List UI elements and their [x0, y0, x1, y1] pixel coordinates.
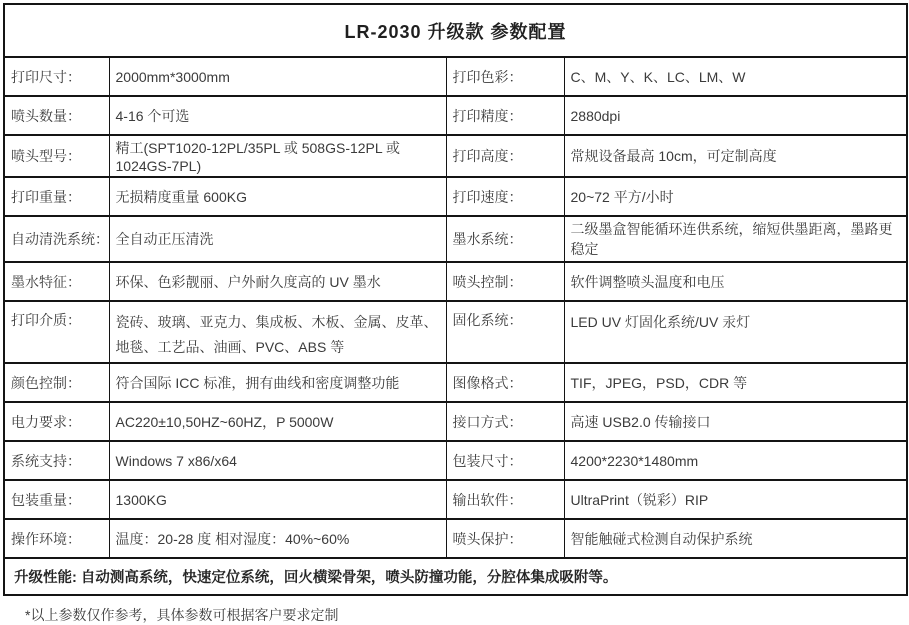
spec-value: 符合国际 ICC 标准，拥有曲线和密度调整功能 [109, 363, 446, 402]
table-row [4, 441, 907, 480]
spec-label: 包装尺寸： [446, 441, 564, 480]
spec-value: 环保、色彩靓丽、户外耐久度高的 UV 墨水 [109, 262, 446, 301]
spec-value: 全自动正压清洗 [109, 216, 446, 262]
table-row [4, 96, 907, 135]
spec-label: 打印高度： [446, 135, 564, 177]
table-row [4, 363, 907, 402]
spec-value: UltraPrint（锐彩）RIP [564, 480, 907, 519]
upgrade-performance-text: 升级性能: 自动测高系统，快速定位系统，回火横梁骨架，喷头防撞功能，分腔体集成吸附等。 [4, 558, 907, 595]
spec-label: 自动清洗系统： [4, 216, 109, 262]
spec-label: 打印重量： [4, 177, 109, 216]
page-title: LR-2030 升级款 参数配置 [4, 4, 907, 57]
spec-value: 1300KG [109, 480, 446, 519]
spec-value: 无损精度重量 600KG [109, 177, 446, 216]
table-row [4, 480, 907, 519]
spec-value: 4200*2230*1480mm [564, 441, 907, 480]
spec-label: 图像格式： [446, 363, 564, 402]
table-row [4, 177, 907, 216]
spec-value: 瓷砖、玻璃、亚克力、集成板、木板、金属、皮革、地毯、工艺品、油画、PVC、ABS 等 [109, 301, 446, 363]
spec-value: 精工(SPT1020-12PL/35PL 或 508GS-12PL 或 1024GS-7PL) [109, 135, 446, 177]
spec-sheet-page [0, 3, 909, 623]
spec-value: 2880dpi [564, 96, 907, 135]
spec-table [3, 3, 908, 596]
spec-label: 喷头型号： [4, 135, 109, 177]
table-row [4, 135, 907, 177]
table-row [4, 262, 907, 301]
spec-label: 喷头数量： [4, 96, 109, 135]
table-title-row [4, 4, 907, 57]
spec-label: 打印色彩： [446, 57, 564, 96]
spec-label: 包装重量： [4, 480, 109, 519]
spec-value: C、M、Y、K、LC、LM、W [564, 57, 907, 96]
spec-label: 操作环境： [4, 519, 109, 558]
spec-value: 2000mm*3000mm [109, 57, 446, 96]
spec-value: LED UV 灯固化系统/UV 汞灯 [564, 301, 907, 363]
spec-label: 墨水系统： [446, 216, 564, 262]
table-row [4, 402, 907, 441]
spec-value: 二级墨盒智能循环连供系统，缩短供墨距离，墨路更稳定 [564, 216, 907, 262]
table-row [4, 301, 907, 363]
spec-value: 智能触碰式检测自动保护系统 [564, 519, 907, 558]
table-row [4, 519, 907, 558]
spec-label: 喷头控制： [446, 262, 564, 301]
spec-label: 打印速度： [446, 177, 564, 216]
spec-label: 接口方式： [446, 402, 564, 441]
spec-label: 打印尺寸： [4, 57, 109, 96]
spec-label: 固化系统： [446, 301, 564, 363]
table-row [4, 57, 907, 96]
spec-label: 墨水特征： [4, 262, 109, 301]
upgrade-performance-row [4, 558, 907, 595]
spec-value: 温度：20-28 度 相对湿度：40%~60% [109, 519, 446, 558]
spec-value: AC220±10,50HZ~60HZ，P 5000W [109, 402, 446, 441]
footnote: *以上参数仅作参考，具体参数可根据客户要求定制 [25, 607, 339, 623]
spec-table-body [4, 4, 907, 595]
spec-label: 系统支持： [4, 441, 109, 480]
spec-value: 高速 USB2.0 传输接口 [564, 402, 907, 441]
spec-value: 软件调整喷头温度和电压 [564, 262, 907, 301]
spec-value: TIF，JPEG，PSD，CDR 等 [564, 363, 907, 402]
spec-value: 常规设备最高 10cm，可定制高度 [564, 135, 907, 177]
spec-label: 电力要求： [4, 402, 109, 441]
spec-label: 打印精度： [446, 96, 564, 135]
spec-label: 颜色控制： [4, 363, 109, 402]
spec-value: 20~72 平方/小时 [564, 177, 907, 216]
spec-label: 打印介质： [4, 301, 109, 363]
table-row [4, 216, 907, 262]
spec-value: 4-16 个可选 [109, 96, 446, 135]
spec-label: 输出软件： [446, 480, 564, 519]
spec-value: Windows 7 x86/x64 [109, 441, 446, 480]
spec-label: 喷头保护： [446, 519, 564, 558]
